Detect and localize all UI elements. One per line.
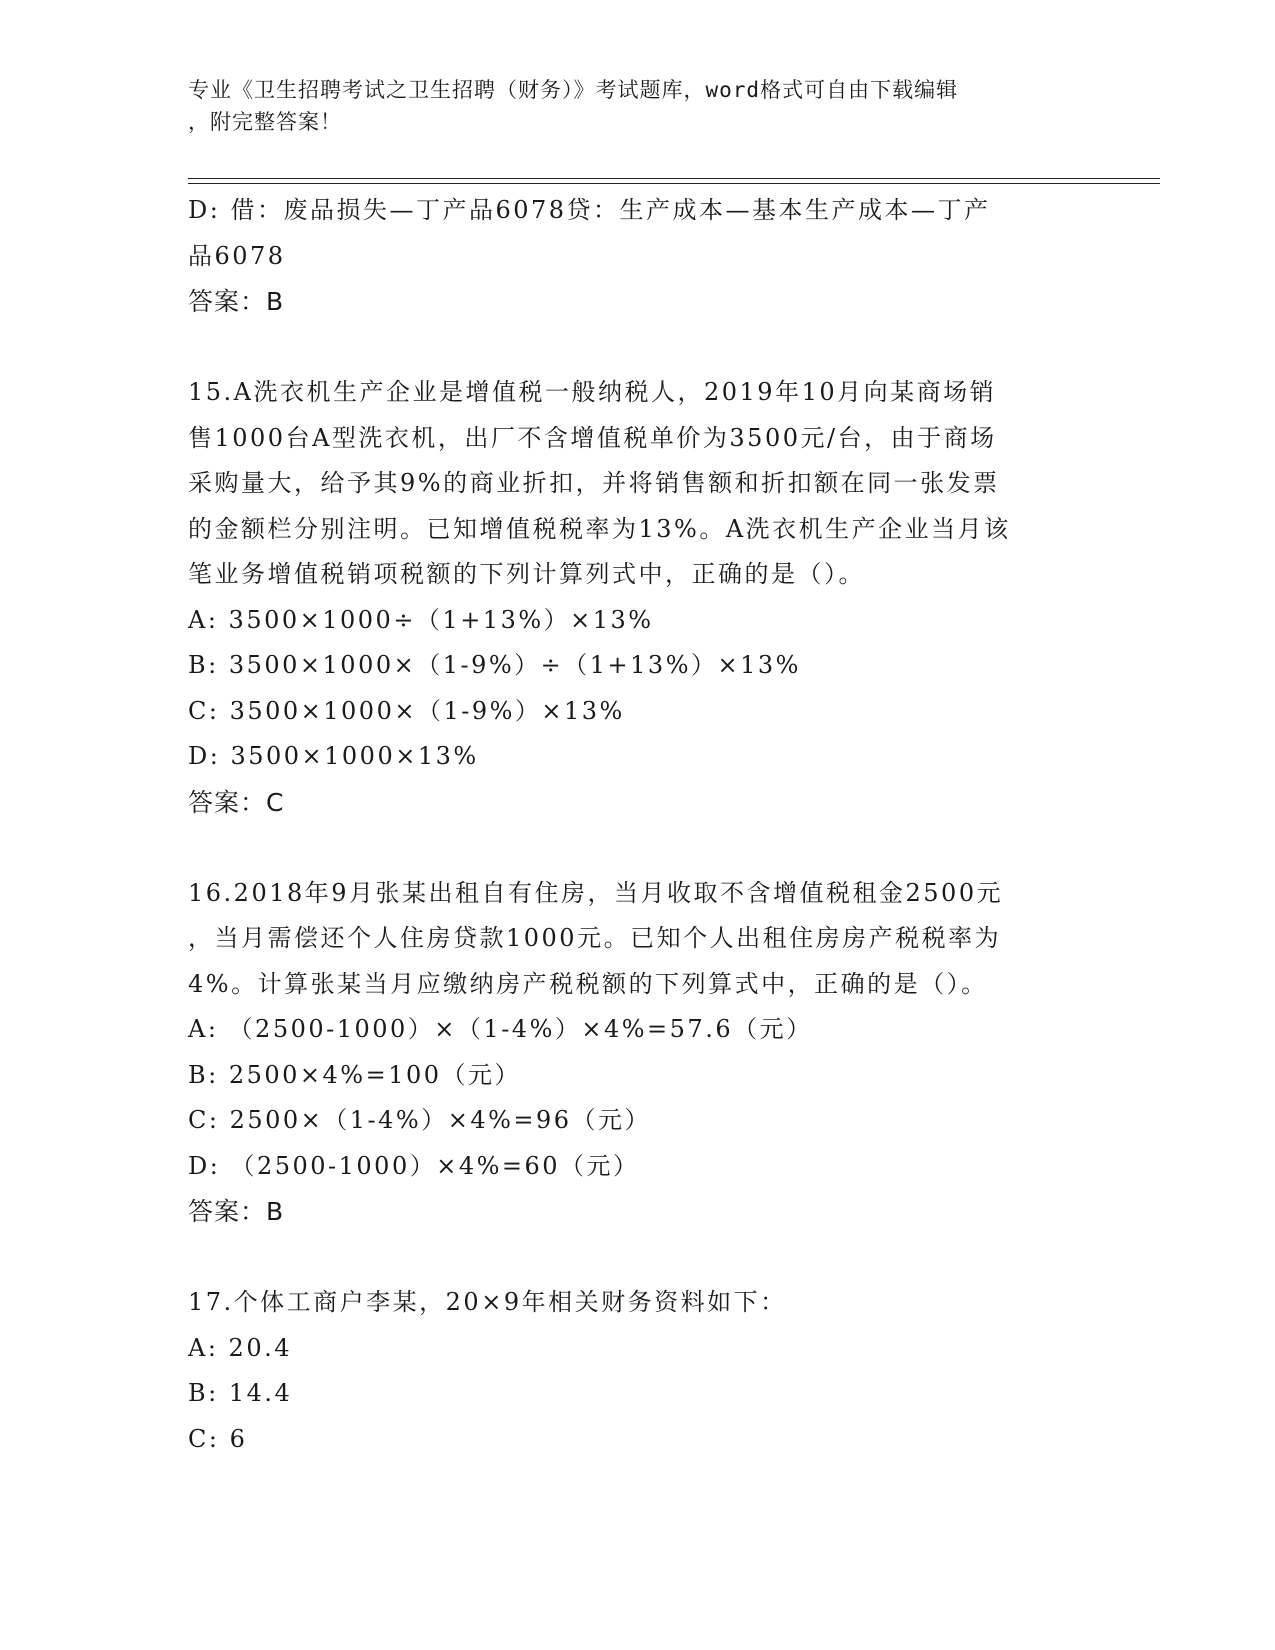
header-divider-top [188, 178, 1160, 179]
option-b: B: 3500×1000×（1-9%）÷（1+13%）×13% [188, 651, 801, 679]
question-text-line: 售1000台A型洗衣机，出厂不含增值税单价为3500元/台，由于商场 [188, 423, 997, 452]
question-17 [188, 1280, 1088, 1462]
option-c: C: 2500×（1-4%）×4%=96（元） [188, 1106, 652, 1134]
option-b: B: 14.4 [188, 1379, 293, 1407]
question-16 [188, 871, 1088, 1235]
question-text-line: 15.A洗衣机生产企业是增值税一般纳税人，2019年10月向某商场销 [188, 378, 997, 406]
question-text-line: 16.2018年9月张某出租自有住房，当月收取不含增值税租金2500元 [188, 878, 1004, 907]
header-divider-bottom [188, 183, 1160, 184]
option-d-continued: 品6078 [188, 241, 286, 270]
option-c: C: 3500×1000×（1-9%）×13% [188, 696, 625, 725]
question-14 [188, 188, 1088, 325]
question-text-line: 的金额栏分别注明。已知增值税税率为13%。A洗衣机生产企业当月该 [188, 514, 1011, 543]
header-line-1: 专业《卫生招聘考试之卫生招聘（财务）》考试题库，word格式可自由下载编辑 [188, 78, 959, 102]
option-c: C: 6 [188, 1424, 248, 1453]
answer: 答案：B [188, 1197, 285, 1226]
question-text-line: ，当月需偿还个人住房贷款1000元。已知个人出租住房房产税税率为 [188, 924, 1002, 952]
header-line-2: ，附完整答案！ [188, 110, 342, 134]
document-body [188, 188, 1088, 1462]
question-text-line: 采购量大，给予其9%的商业折扣，并将销售额和折扣额在同一张发票 [188, 469, 1000, 497]
question-text-line: 笔业务增值税销项税额的下列计算列式中，正确的是（）。 [188, 560, 865, 588]
option-a: A: （2500-1000）×（1-4%）×4%=57.6（元） [188, 1015, 813, 1043]
document-header [188, 74, 1088, 138]
spacer [188, 325, 1088, 371]
answer: 答案：B [188, 287, 285, 316]
option-d: D: 3500×1000×13% [188, 742, 479, 770]
option-d: D: 借：废品损失—丁产品6078贷：生产成本—基本生产成本—丁产 [188, 196, 991, 224]
spacer [188, 825, 1088, 871]
option-b: B: 2500×4%=100（元） [188, 1060, 522, 1089]
spacer [188, 1235, 1088, 1281]
question-text-line: 17.个体工商户李某，20×9年相关财务资料如下： [188, 1288, 787, 1316]
option-a: A: 3500×1000÷（1+13%）×13% [188, 605, 654, 634]
question-15 [188, 370, 1088, 825]
option-d: D: （2500-1000）×4%=60（元） [188, 1151, 640, 1180]
answer: 答案：C [188, 787, 285, 817]
option-a: A: 20.4 [188, 1333, 292, 1362]
question-text-line: 4%。计算张某当月应缴纳房产税税额的下列算式中，正确的是（）。 [188, 969, 988, 998]
